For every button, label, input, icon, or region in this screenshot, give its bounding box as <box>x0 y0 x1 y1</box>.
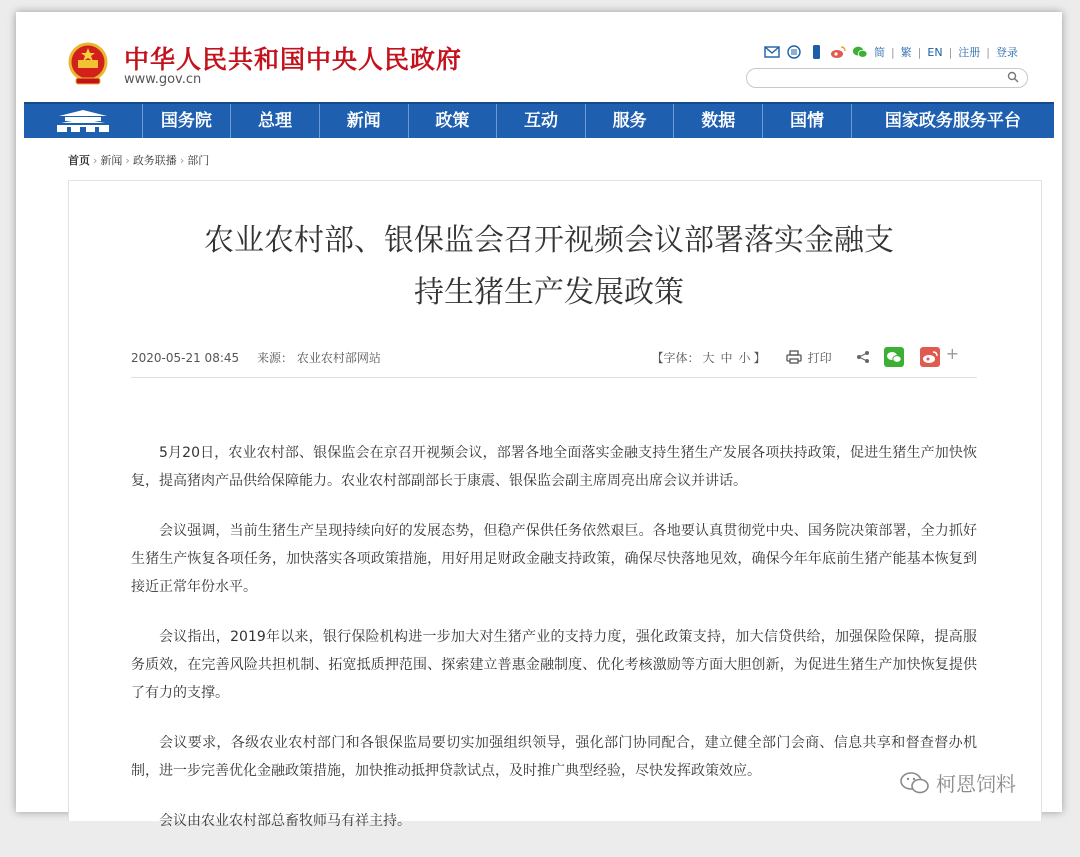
wechat-icon[interactable] <box>852 45 868 59</box>
chevron-right-icon: › <box>125 154 130 167</box>
nav-item-policy[interactable]: 政策 <box>409 104 498 138</box>
site-title[interactable]: 中华人民共和国中央人民政府 <box>124 45 463 74</box>
breadcrumb-news[interactable]: 新闻 <box>100 154 123 167</box>
share-icon[interactable] <box>856 350 870 364</box>
link-simplified[interactable]: 简 <box>873 46 885 59</box>
nav-home[interactable] <box>24 104 143 138</box>
link-register[interactable]: 注册 <box>958 46 981 59</box>
weibo-icon <box>922 351 938 364</box>
print-icon[interactable] <box>786 350 802 364</box>
font-size-close: 】 <box>753 350 766 365</box>
article-paragraph: 会议强调，当前生猪生产呈现持续向好的发展态势，但稳产保供任务依然艰巨。各地要认真贯彻党中央、国务院决策部署，全力抓好生猪生产恢复各项任务，加快落实各项政策措施，用好用足财政金融支持政策，确保尽快落地见效，确保今年年底前生猪产能基本恢复到接近正常年份水平。 <box>131 523 977 595</box>
breadcrumb-home[interactable]: 首页 <box>68 154 90 167</box>
top-links <box>764 44 1018 60</box>
font-size-large[interactable]: 大 <box>702 350 715 365</box>
print-button[interactable]: 打印 <box>807 350 832 365</box>
site-header <box>16 12 1062 102</box>
nav-item-premier[interactable]: 总理 <box>231 104 320 138</box>
separator: | <box>917 45 922 59</box>
chevron-right-icon: › <box>179 154 185 167</box>
source-label: 来源： <box>256 351 293 365</box>
article-paragraph: 会议指出，2019年以来，银行保险机构进一步加大对生猪产业的支持力度，强化政策支持，加大信贷供给，加强保险保障，提高服务质效，在完善风险共担机制、拓宽抵质押范围、探索建立普惠金融制度、优化考核激励等方面大胆创新，为促进生猪生产加快恢复提供了有力的支撑。 <box>131 629 977 701</box>
link-traditional[interactable]: 繁 <box>900 46 912 59</box>
article-paragraph: 会议由农业农村部总畜牧师马有祥主持。 <box>159 813 411 829</box>
article-container <box>68 180 1042 829</box>
article-title <box>109 215 989 319</box>
article-title-line: 农业农村部、银保监会召开视频会议部署落实金融支 <box>204 223 894 258</box>
mobile-icon[interactable] <box>808 45 824 59</box>
share-weibo-button[interactable] <box>920 347 940 367</box>
share-wechat-button[interactable] <box>884 347 904 367</box>
font-size-control <box>652 349 766 366</box>
watermark-text: 柯恩饲料 <box>936 772 1016 796</box>
nav-item-interaction[interactable]: 互动 <box>497 104 586 138</box>
screenshot-frame <box>16 12 1062 829</box>
article-title-line: 持生猪生产发展政策 <box>414 275 684 310</box>
source-name: 农业农村部网站 <box>296 351 381 365</box>
share-more-button[interactable]: + <box>945 343 959 363</box>
separator: | <box>890 45 895 59</box>
mail-icon[interactable] <box>764 45 780 59</box>
search-input[interactable] <box>746 68 1028 88</box>
search-icon[interactable] <box>1007 71 1019 83</box>
article-meta <box>131 349 381 366</box>
breadcrumb-departments[interactable]: 部门 <box>187 154 210 167</box>
breadcrumb-gov-linkage[interactable]: 政务联播 <box>132 154 177 167</box>
link-login[interactable]: 登录 <box>996 46 1018 59</box>
site-url[interactable]: www.gov.cn <box>124 72 202 87</box>
font-size-label: 【字体： <box>651 350 700 365</box>
nav-item-news[interactable]: 新闻 <box>320 104 409 138</box>
rss-icon[interactable] <box>786 45 802 59</box>
nav-item-data[interactable]: 数据 <box>674 104 763 138</box>
font-size-medium[interactable]: 中 <box>720 350 733 365</box>
font-size-small[interactable]: 小 <box>738 350 751 365</box>
publish-date: 2020-05-21 08:45 <box>131 351 240 365</box>
nav-item-gov-service-platform[interactable]: 国家政务服务平台 <box>884 111 1021 131</box>
link-english[interactable]: EN <box>927 45 943 59</box>
weibo-icon[interactable] <box>830 45 846 59</box>
wechat-icon <box>900 771 930 795</box>
main-nav <box>24 102 1054 138</box>
breadcrumb <box>68 152 209 168</box>
chevron-right-icon: › <box>93 154 98 167</box>
article-paragraph: 5月20日，农业农村部、银保监会在京召开视频会议，部署各地全面落实金融支持生猪生产发展各项扶持政策，促进生猪生产加快恢复，提高猪肉产品供给保障能力。农业农村部副部长于康震、银保监会副主席周亮出席会议并讲话。 <box>131 445 977 489</box>
article-body <box>131 439 977 857</box>
separator: | <box>948 45 953 59</box>
article-paragraph: 会议要求，各级农业农村部门和各银保监局要切实加强组织领导，强化部门协同配合，建立健全部门会商、信息共享和督查督办机制，进一步完善优化金融政策措施，加快推动抵押贷款试点，及时推广典型经验，尽快发挥政策效应。 <box>131 735 977 779</box>
wechat-icon <box>886 351 902 364</box>
watermark <box>900 768 1016 797</box>
nav-item-national-info[interactable]: 国情 <box>763 104 852 138</box>
nav-item-state-council[interactable]: 国务院 <box>143 104 232 138</box>
tiananmen-home-icon <box>53 108 113 134</box>
separator: | <box>986 45 990 59</box>
national-emblem-icon[interactable] <box>68 42 108 86</box>
article-tools <box>651 343 960 367</box>
nav-item-services[interactable]: 服务 <box>586 104 675 138</box>
divider <box>131 377 977 378</box>
